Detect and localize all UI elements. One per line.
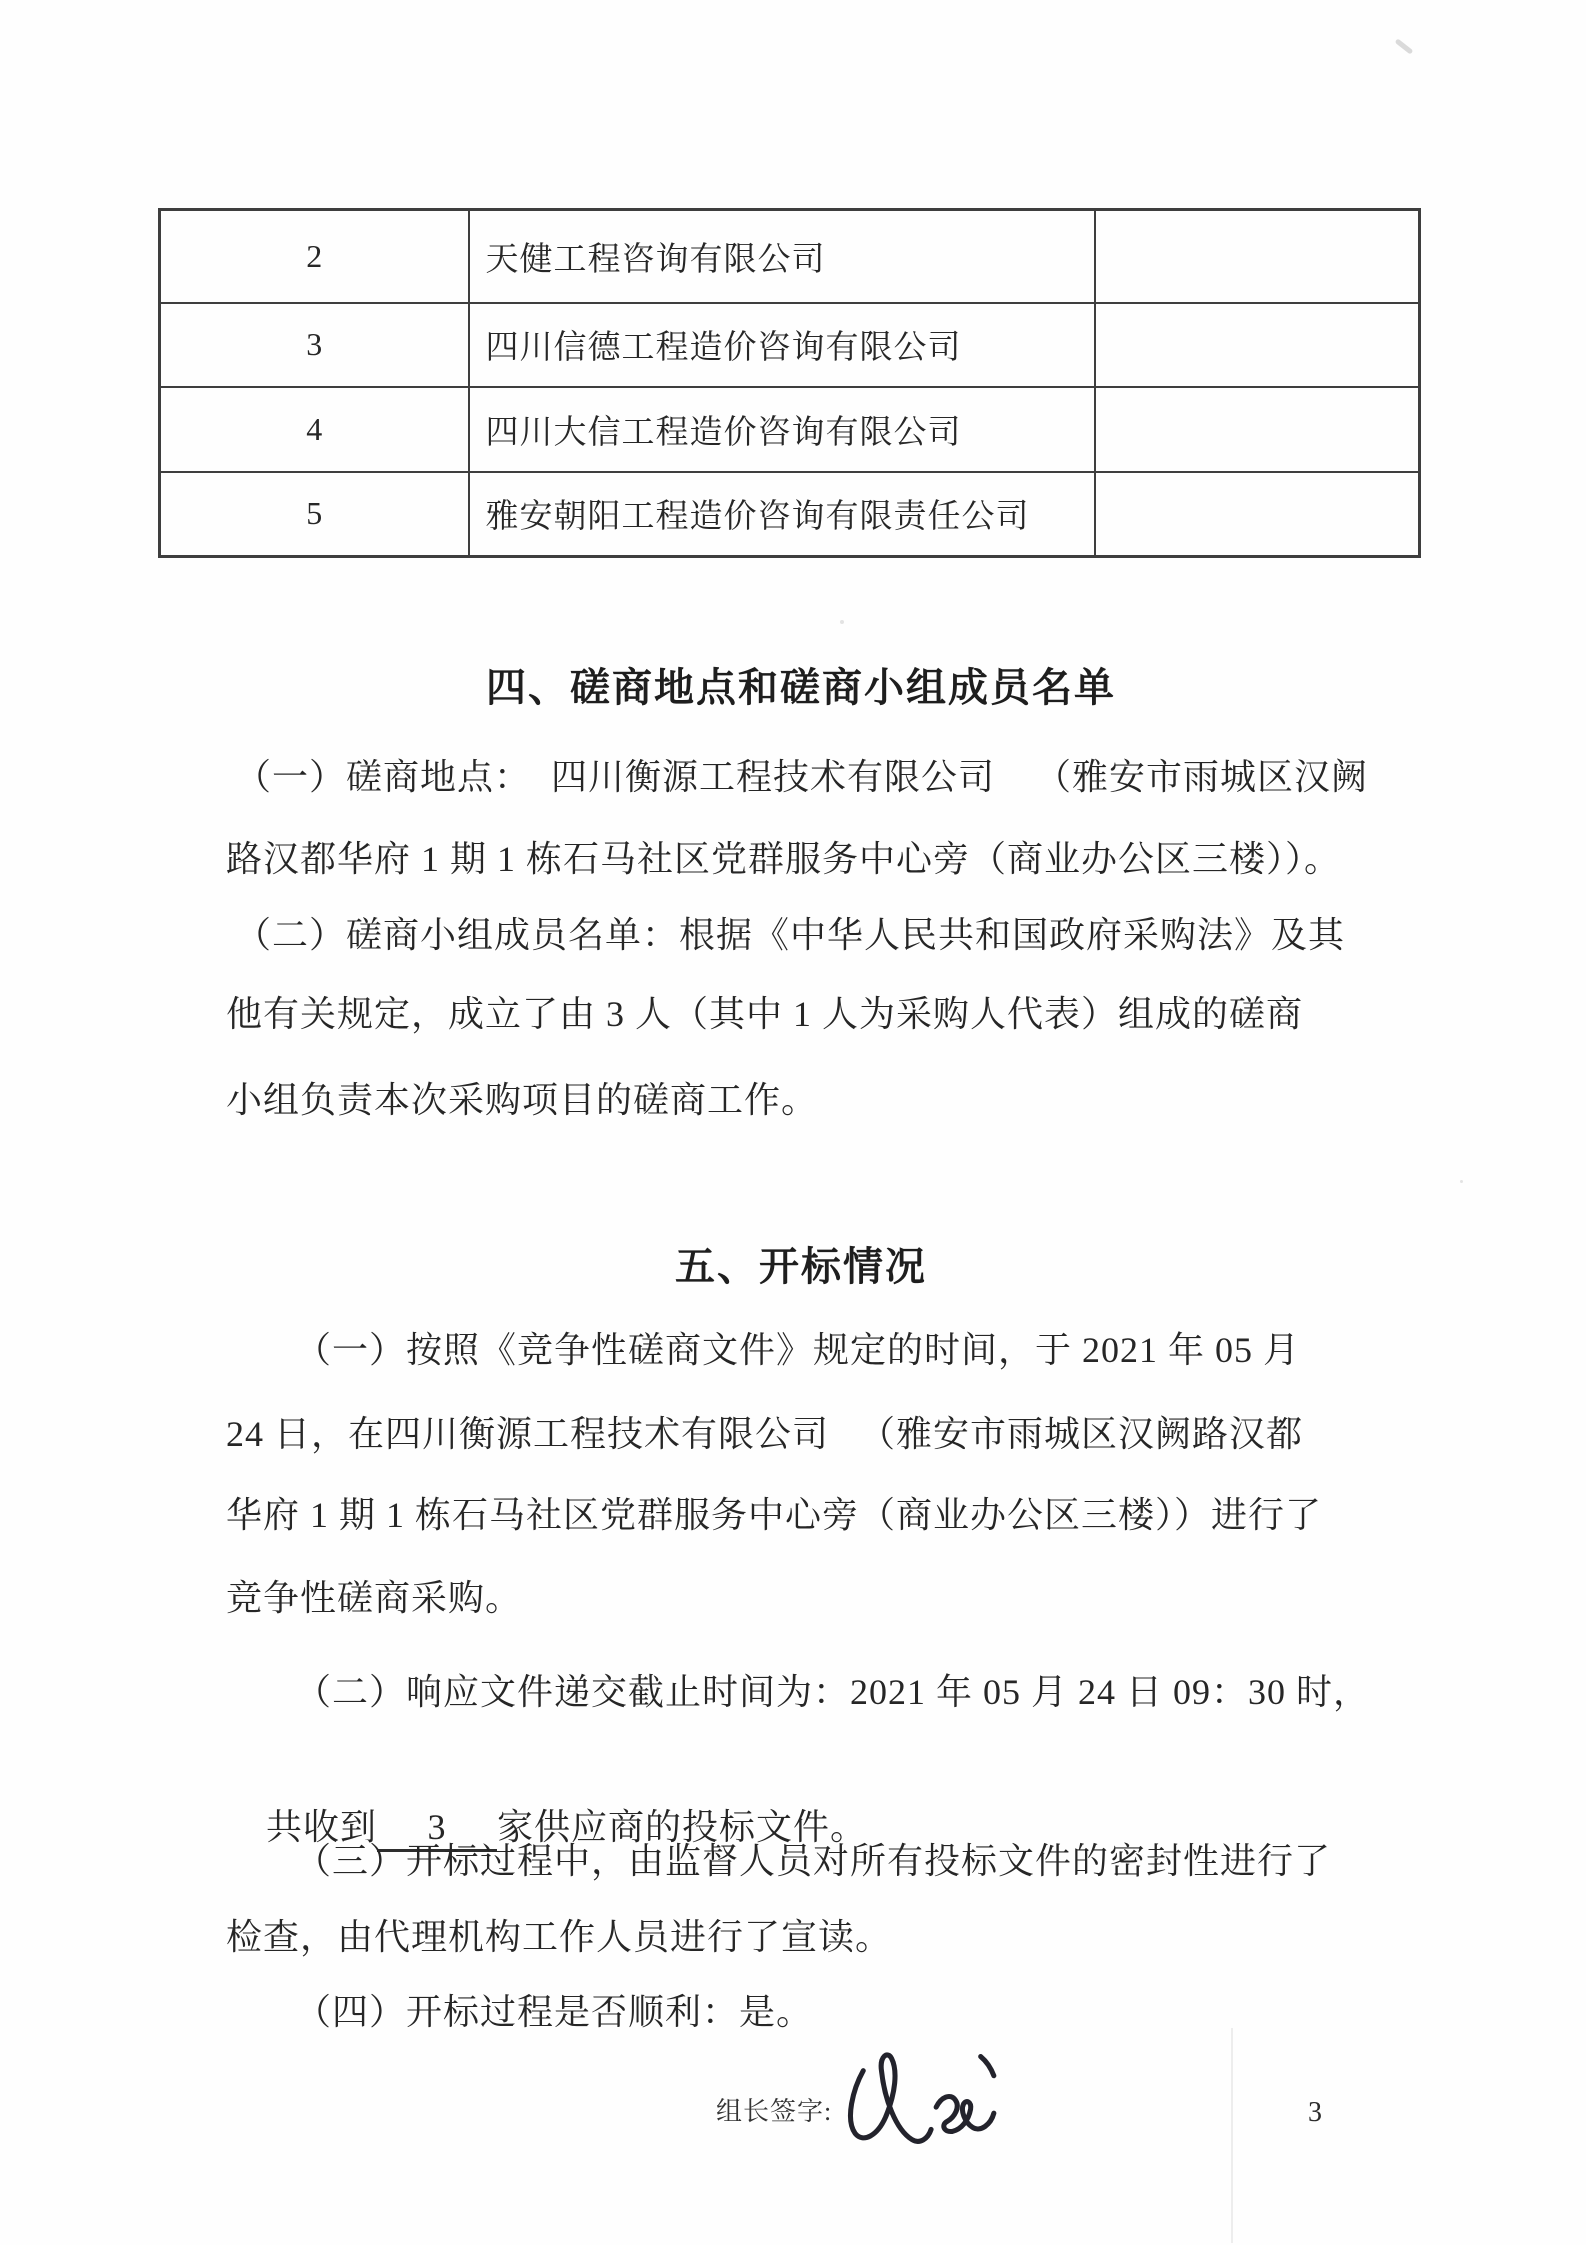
supplier-name: 四川信德工程造价咨询有限公司 [469, 303, 1095, 387]
supplier-note [1095, 303, 1420, 387]
supplier-name: 雅安朝阳工程造价咨询有限责任公司 [469, 472, 1095, 557]
supplier-name: 天健工程咨询有限公司 [469, 210, 1095, 303]
table-row [160, 303, 1420, 387]
section5-line: （三）开标过程中，由监督人员对所有投标文件的密封性进行了 [295, 1841, 1332, 1881]
section4-line: （一）磋商地点： 四川衡源工程技术有限公司 （雅安市雨城区汉阙 [235, 757, 1369, 797]
table-row [160, 210, 1420, 303]
table-row [160, 472, 1420, 557]
supplier-note [1095, 387, 1420, 472]
handwritten-signature [843, 2040, 1005, 2152]
section5-line: （一）按照《竞争性磋商文件》规定的时间，于 2021 年 05 月 [295, 1330, 1301, 1370]
scan-smudge-mark [1395, 38, 1414, 54]
supplier-table [158, 208, 1421, 558]
received-suffix: 家供应商的投标文件。 [497, 1807, 868, 1847]
leader-signature-label: 组长签字: [716, 2097, 833, 2126]
supplier-note [1095, 210, 1420, 303]
scan-speck [840, 620, 844, 624]
received-count-underlined: 3 [377, 1805, 497, 1852]
section4-line: 他有关规定，成立了由 3 人（其中 1 人为采购人代表）组成的磋商 [226, 994, 1304, 1034]
table-row [160, 387, 1420, 472]
section5-line: 华府 1 期 1 栋石马社区党群服务中心旁（商业办公区三楼））进行了 [226, 1495, 1323, 1535]
section5-line: 检查，由代理机构工作人员进行了宣读。 [226, 1917, 893, 1957]
supplier-note [1095, 472, 1420, 557]
section5-line: （二）响应文件递交截止时间为：2021 年 05 月 24 日 09：30 时， [295, 1672, 1371, 1712]
section5-line: 24 日，在四川衡源工程技术有限公司 （雅安市雨城区汉阙路汉都 [226, 1414, 1304, 1454]
scan-line-artifact [1231, 2028, 1233, 2243]
supplier-index: 2 [160, 210, 469, 303]
supplier-index: 5 [160, 472, 469, 557]
section4-line: 小组负责本次采购项目的磋商工作。 [226, 1080, 819, 1120]
supplier-index: 4 [160, 387, 469, 472]
section5-line: 竞争性磋商采购。 [226, 1578, 523, 1618]
supplier-name: 四川大信工程造价咨询有限公司 [469, 387, 1095, 472]
section5-line: （四）开标过程是否顺利：是。 [295, 1992, 814, 2032]
scan-speck [1460, 1180, 1463, 1183]
section5-title: 五、开标情况 [675, 1245, 927, 1289]
section4-line: （二）磋商小组成员名单：根据《中华人民共和国政府采购法》及其 [235, 915, 1346, 955]
supplier-index: 3 [160, 303, 469, 387]
section4-line: 路汉都华府 1 期 1 栋石马社区党群服务中心旁（商业办公区三楼））。 [226, 839, 1342, 879]
received-prefix: 共收到 [266, 1807, 378, 1847]
section4-title: 四、磋商地点和磋商小组成员名单 [486, 666, 1116, 710]
page-number: 3 [1308, 2097, 1322, 2128]
